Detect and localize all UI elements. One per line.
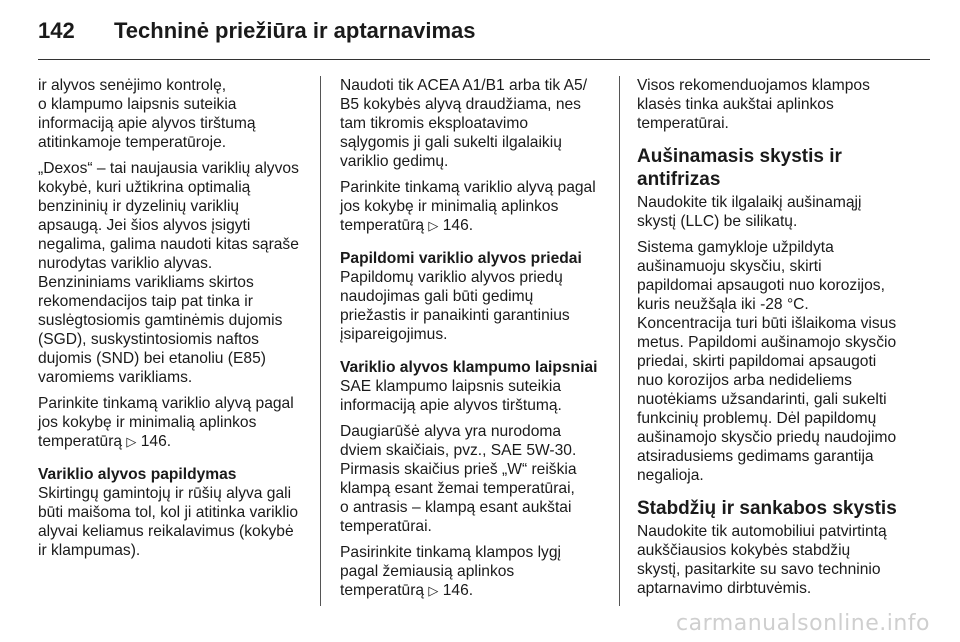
paragraph: Naudoti tik ACEA A1/B1 arba tik A5/ B5 kokybės alyvą draudžiama, nes tam tikromis eksploatavimo sąlygomis ji gali sukelti ilgalaikių variklio gedimų. — [340, 77, 588, 170]
page-title: Techninė priežiūra ir aptarnavimas — [114, 18, 476, 43]
paragraph: Skirtingų gamintojų ir rūšių alyva gali būti maišoma tol, kol ji atitinka variklio alyvai keliamus reikalavimus (kokybė ir klampumas). — [38, 485, 298, 559]
paragraph: Daugiarūšė alyva yra nurodoma dviem skaičiais, pvz., SAE 5W-30. Pirmasis skaičius prieš „W“ reiškia klampą esant žemai temperatūrai, o antrasis – klampą esant aukštai temperatūrai. — [340, 423, 577, 535]
page-reference[interactable]: 146. — [438, 582, 474, 599]
paragraph: Papildomų variklio alyvos priedų naudojimas gali būti gedimų priežastis ir panaikinti garantinius įsipareigojimus. — [340, 269, 570, 343]
paragraph: Visos rekomenduojamos klampos klasės tinka aukštai aplinkos temperatūrai. — [637, 77, 870, 132]
header-divider — [38, 59, 930, 60]
section-heading: Variklio alyvos klampumo laipsniai — [340, 359, 598, 376]
watermark: carmanualsonline.info — [676, 611, 930, 636]
page-reference[interactable]: 146. — [136, 433, 172, 450]
reference-arrow-icon: ▷ — [428, 218, 439, 233]
column-divider — [619, 76, 620, 606]
page-reference[interactable]: 146. — [438, 217, 474, 234]
section-heading: Stabdžių ir sankabos skystis — [637, 498, 897, 519]
paragraph: Parinkite tinkamą variklio alyvą pagal jos kokybę ir minimalią aplinkos temperatūrą ▷ 146. — [38, 395, 294, 450]
section-heading: Variklio alyvos papildymas — [38, 466, 237, 483]
section-heading: Papildomi variklio alyvos priedai — [340, 250, 582, 267]
paragraph: Parinkite tinkamą variklio alyvą pagal jos kokybę ir minimalią aplinkos temperatūrą ▷ 146. — [340, 179, 596, 234]
paragraph: Naudokite tik ilgalaikį aušinamąjį skystį (LLC) be silikatų. — [637, 194, 862, 230]
paragraph: „Dexos“ – tai naujausia variklių alyvos kokybė, kuri užtikrina optimalią benzininių ir dyzelinių variklių apsaugą. Jei šios alyvos įsigyti negalima, galima naudoti kitas sąraše nurodytas variklio alyvas. Benzininiams varikliams skirtos rekomendacijos taip pat tinka ir suslėgtosiomis gamtinėmis dujomis (SGD), suskystintosiomis naftos dujomis (SND) bei etanoliu (E85) varomiems varikliams. — [38, 160, 299, 386]
paragraph: Pasirinkite tinkamą klampos lygį pagal žemiausią aplinkos temperatūrą ▷ 146. — [340, 544, 561, 599]
page-number: 142 — [38, 18, 75, 43]
paragraph: SAE klampumo laipsnis suteikia informaciją apie alyvos tirštumą. — [340, 378, 562, 414]
section-heading: Aušinamasis skystis ir antifrizas — [637, 146, 842, 190]
column-divider — [320, 76, 321, 606]
page-header — [38, 18, 476, 44]
reference-arrow-icon: ▷ — [428, 583, 439, 598]
column-2 — [340, 76, 608, 607]
column-1 — [38, 76, 306, 567]
paragraph: Sistema gamykloje užpildyta aušinamuoju skysčiu, skirti papildomai apsaugoti nuo korozijos, kuris neužšąla iki -28 °C. Koncentracija turi būti išlaikoma visus metus. Papildomi aušinamojo skysčio priedai, skirti papildomai apsaugoti nuo korozijos arba nedideliems nuotėkiams užsandarinti, gali sukelti funkcinių problemų. Dėl papildomų aušinamojo skysčio priedų naudojimo atsiradusiems gedimams garantija negalioja. — [637, 239, 897, 484]
reference-arrow-icon: ▷ — [126, 434, 137, 449]
column-3 — [637, 76, 905, 605]
paragraph: ir alyvos senėjimo kontrolę, o klampumo laipsnis suteikia informaciją apie alyvos tirštumą atitinkamoje temperatūroje. — [38, 77, 256, 151]
paragraph: Naudokite tik automobiliui patvirtintą aukščiausios kokybės stabdžių skystį, pasitarkite su savo techninio aptarnavimo dirbtuvėmis. — [637, 523, 887, 597]
